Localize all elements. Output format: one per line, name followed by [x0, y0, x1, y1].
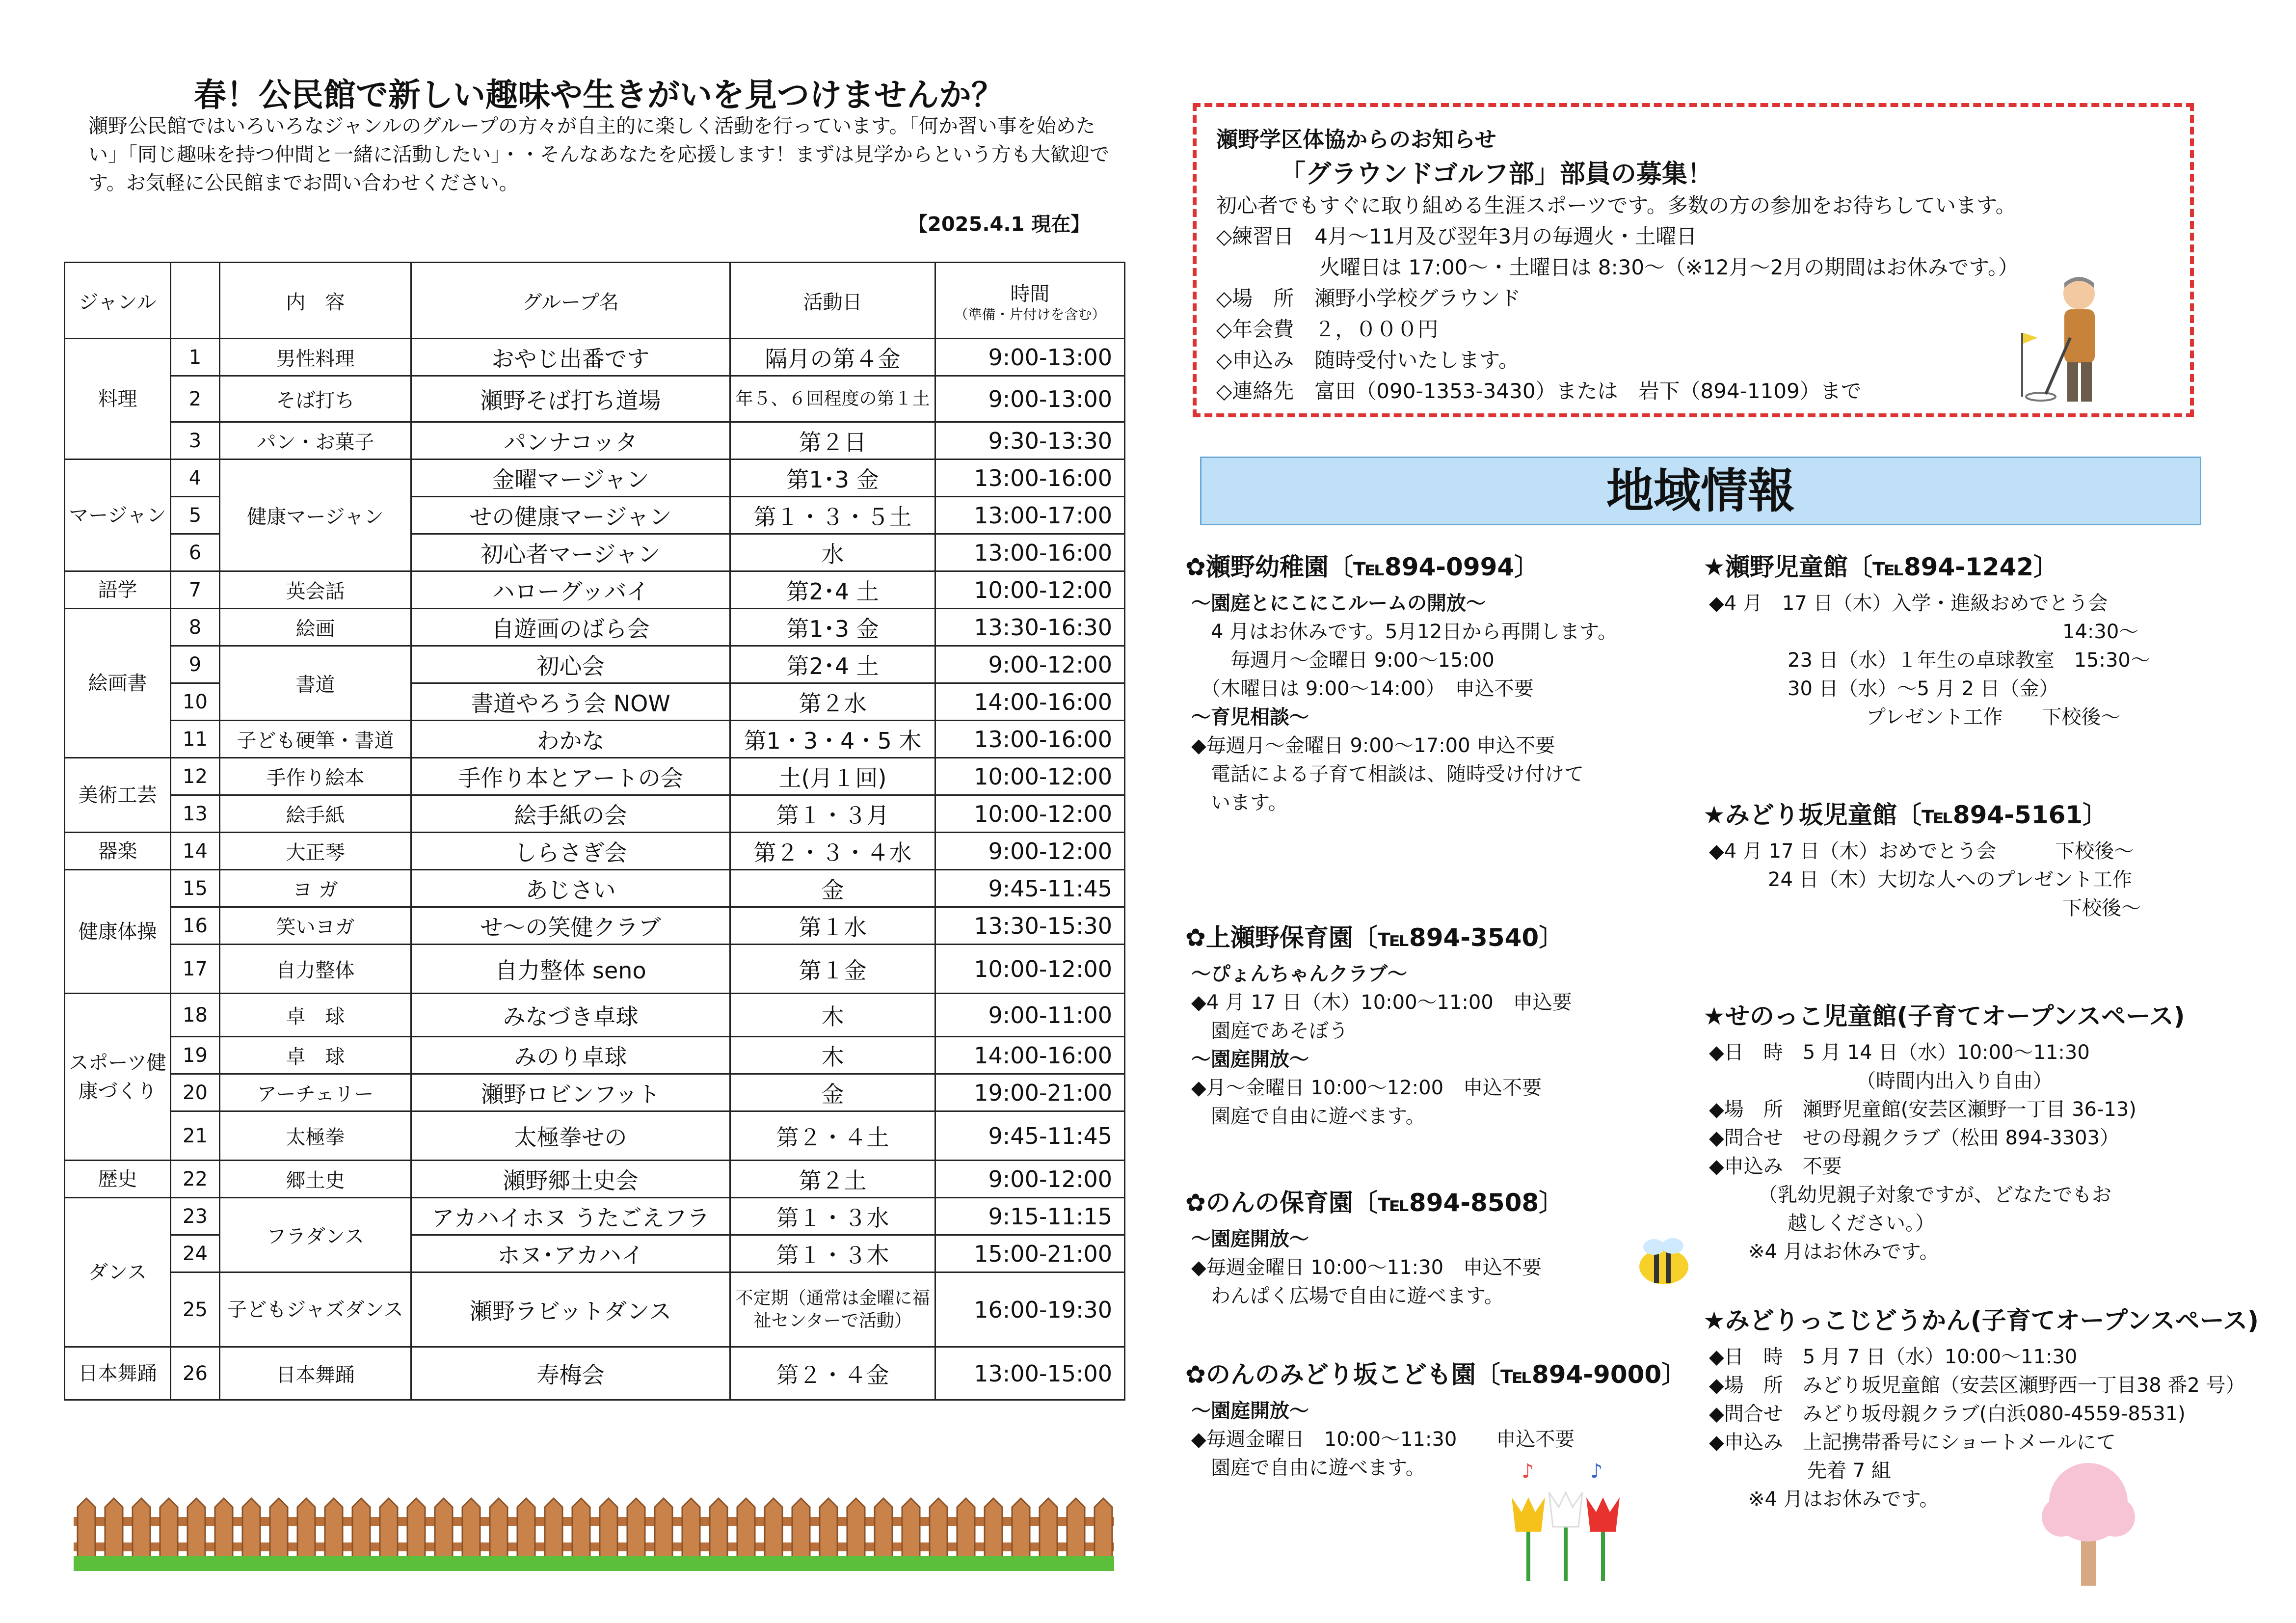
activity-day: 第２・３・４水: [730, 833, 935, 870]
genre-cell: マージャン: [65, 460, 171, 571]
activity-time: 10:00-12:00: [935, 758, 1125, 795]
activity-day: 第２日: [730, 422, 935, 460]
fence-post: [655, 1498, 672, 1561]
group-name: せの健康マージャン: [411, 497, 730, 534]
fence-post: [600, 1498, 617, 1561]
table-row: [65, 609, 1125, 646]
section-line: ～ぴょんちゃんクラブ～: [1191, 963, 1407, 985]
activity-content: 卓 球: [220, 1037, 411, 1074]
header-time: [935, 263, 1125, 339]
page-title: 春！公民館で新しい趣味や生きがいを見つけませんか？: [194, 76, 1004, 114]
activity-content: 手作り絵本: [220, 758, 411, 795]
activity-content: 自力整体: [220, 945, 411, 994]
section-line: ◆問合せ みどり坂母親クラブ(白浜080-4559-8531): [1709, 1403, 2186, 1425]
activity-day: 年５、６回程度の第１土: [730, 376, 935, 422]
fence-post: [1095, 1498, 1112, 1561]
row-number: 10: [171, 683, 220, 721]
table-row: [65, 945, 1125, 994]
genre-cell: ダンス: [65, 1198, 171, 1347]
fence-post: [242, 1498, 260, 1561]
activity-day: 第２土: [730, 1161, 935, 1198]
activity-content: 英会話: [220, 571, 411, 609]
activity-time: 9:00-12:00: [935, 833, 1125, 870]
table-row: [65, 1161, 1125, 1198]
table-row: [65, 795, 1125, 833]
activity-content: そば打ち: [220, 376, 411, 422]
activity-day: 第1･3 金: [730, 609, 935, 646]
activity-time: 10:00-12:00: [935, 795, 1125, 833]
row-number: 7: [171, 571, 220, 609]
fence-post: [105, 1498, 123, 1561]
fence-post: [957, 1498, 975, 1561]
group-name: ホヌ･アカハイ: [411, 1235, 730, 1272]
group-name: あじさい: [411, 870, 730, 907]
table-row: [65, 571, 1125, 609]
group-name: 瀬野郷土史会: [411, 1161, 730, 1198]
activity-content: パン・お菓子: [220, 422, 411, 460]
notice-line: ◇年会費 ２，０００円: [1216, 317, 1439, 341]
section-title: ★みどり坂児童館〔℡894-5161〕: [1703, 801, 2108, 829]
section-line: 30 日（水）～5 月 2 日（金）: [1709, 677, 2059, 700]
row-number: 14: [171, 833, 220, 870]
group-name: 太極拳せの: [411, 1111, 730, 1161]
section-line: （木曜日は 9:00～14:00） 申込不要: [1191, 677, 1534, 700]
genre-cell: 歴史: [65, 1161, 171, 1198]
section-line: ◆4 月 17 日（木）おめでとう会 下校後～: [1709, 840, 2134, 863]
notice-line: ◇連絡先 富田（090-1353-3430）または 岩下（894-1109）まで: [1216, 379, 1862, 403]
section-title: ★みどりっこじどうかん(子育てオープンスペース): [1703, 1306, 2259, 1335]
fence-post: [875, 1498, 892, 1561]
fence-post: [1040, 1498, 1057, 1561]
fence-post: [270, 1498, 288, 1561]
group-name: 書道やろう会 NOW: [411, 683, 730, 721]
section-line: プレゼント工作 下校後～: [1709, 706, 2121, 729]
header-genre: ジャンル: [65, 263, 171, 339]
section-line: 毎週月～金曜日 9:00～15:00: [1191, 649, 1495, 672]
section-line: わんぱく広場で自由に遊べます。: [1191, 1285, 1504, 1307]
activity-content: 男性料理: [220, 339, 411, 376]
activity-time: 10:00-12:00: [935, 945, 1125, 994]
fence-post: [710, 1498, 727, 1561]
section-title: ✿のんのみどり坂こども園〔℡894-9000〕: [1185, 1360, 1686, 1389]
section-line: ◆日 時 5 月 7 日（水）10:00～11:30: [1709, 1346, 2078, 1368]
table-row: [65, 833, 1125, 870]
section-line: ◆日 時 5 月 14 日（水）10:00～11:30: [1709, 1041, 2090, 1064]
activity-time: 9:00-13:00: [935, 376, 1125, 422]
section-line: 23 日（水）１年生の卓球教室 15:30～: [1709, 649, 2150, 672]
header-num: [171, 263, 220, 339]
table-row: [65, 1111, 1125, 1161]
activity-content: 子ども硬筆・書道: [220, 721, 411, 758]
group-name: 瀬野ラビットダンス: [411, 1272, 730, 1347]
fence-post: [737, 1498, 755, 1561]
section-line: 先着 7 組: [1709, 1460, 1891, 1482]
activity-time: 9:00-12:00: [935, 1161, 1125, 1198]
header-group: グループ名: [411, 263, 730, 339]
group-name: わかな: [411, 721, 730, 758]
row-number: 25: [171, 1272, 220, 1347]
group-name: 寿梅会: [411, 1347, 730, 1400]
group-name: パンナコッタ: [411, 422, 730, 460]
activity-time: 9:00-11:00: [935, 994, 1125, 1037]
fence-post: [1067, 1498, 1085, 1561]
activity-day: 第１・３木: [730, 1235, 935, 1272]
section-line: ～育児相談～: [1191, 706, 1309, 729]
activity-day: 木: [730, 1037, 935, 1074]
table-row: [65, 460, 1125, 497]
activity-day: 隔月の第４金: [730, 339, 935, 376]
fence-post: [462, 1498, 480, 1561]
fence-post: [930, 1498, 947, 1561]
group-name: 初心会: [411, 646, 730, 683]
row-number: 1: [171, 339, 220, 376]
activity-content: 絵画: [220, 609, 411, 646]
notice-line: ◇練習日 4月～11月及び翌年3月の毎週火・土曜日: [1216, 224, 1697, 248]
section-line: 園庭で自由に遊べます。: [1191, 1105, 1425, 1128]
row-number: 2: [171, 376, 220, 422]
activity-content: アーチェリー: [220, 1074, 411, 1111]
header-time-sub: （準備・片付けを含む）: [954, 306, 1106, 323]
fence-post: [352, 1498, 370, 1561]
notice-headline: 「グラウンドゴルフ部」部員の募集！: [1280, 160, 1713, 189]
header-time-label: 時間: [1010, 282, 1050, 305]
section-line: 電話による子育て相談は、随時受け付けて: [1191, 763, 1584, 785]
row-number: 23: [171, 1198, 220, 1235]
activity-time: 16:00-19:30: [935, 1272, 1125, 1347]
activity-time: 9:45-11:45: [935, 870, 1125, 907]
row-number: 20: [171, 1074, 220, 1111]
fence-illustration: [74, 1497, 1114, 1571]
activity-content: 大正琴: [220, 833, 411, 870]
fence-post: [133, 1498, 150, 1561]
notice-line: ◇場 所 瀬野小学校グラウンド: [1216, 286, 1521, 310]
activity-time: 13:00-16:00: [935, 460, 1125, 497]
genre-cell: 器楽: [65, 833, 171, 870]
activity-content: 笑いヨガ: [220, 907, 411, 945]
section-line: ※4 月はお休みです。: [1709, 1241, 1939, 1263]
fence-post: [682, 1498, 700, 1561]
activity-time: 14:00-16:00: [935, 683, 1125, 721]
activity-day: 第１・３月: [730, 795, 935, 833]
section-title: ★せのっこ児童館(子育てオープンスペース): [1703, 1002, 2185, 1030]
row-number: 15: [171, 870, 220, 907]
table-row: [65, 907, 1125, 945]
activity-time: 10:00-12:00: [935, 571, 1125, 609]
group-name: アカハイホヌ うたごえフラ: [411, 1198, 730, 1235]
activity-content: 健康マージャン: [220, 460, 411, 571]
section-title: ★瀬野児童館〔℡894-1242〕: [1703, 553, 2058, 581]
section-line: ～園庭とにこにこルームの開放～: [1191, 592, 1486, 615]
row-number: 13: [171, 795, 220, 833]
section-line: ～園庭開放～: [1191, 1228, 1309, 1250]
row-number: 4: [171, 460, 220, 497]
group-name: しらさぎ会: [411, 833, 730, 870]
section-line: ◆場 所 みどり坂児童館（安芸区瀬野西一丁目38 番2 号）: [1709, 1374, 2245, 1397]
fence-post: [297, 1498, 315, 1561]
fence-post: [187, 1498, 205, 1561]
group-name: 自遊画のばら会: [411, 609, 730, 646]
notice-from: 瀬野学区体協からのお知らせ: [1216, 127, 1496, 152]
row-number: 26: [171, 1347, 220, 1400]
section-line: 24 日（木）大切な人へのプレゼント工作: [1709, 868, 2133, 891]
section-line: ～園庭開放～: [1191, 1048, 1309, 1071]
section-line: （時間内出入り自由）: [1709, 1070, 2053, 1092]
cherry-tree-illustration: [2032, 1458, 2145, 1591]
activity-time: 14:00-16:00: [935, 1037, 1125, 1074]
activity-day: 土(月１回): [730, 758, 935, 795]
row-number: 24: [171, 1235, 220, 1272]
notice-line: 火曜日は 17:00～・土曜日は 8:30～（※12月～2月の期間はお休みです。）: [1216, 255, 2019, 279]
table-row: [65, 758, 1125, 795]
group-name: みのり卓球: [411, 1037, 730, 1074]
section-line: 4 月はお休みです。5月12日から再開します。: [1191, 621, 1618, 643]
table-row: [65, 1347, 1125, 1400]
section-line: ◆毎週月～金曜日 9:00～17:00 申込不要: [1191, 734, 1555, 757]
table-row: [65, 1198, 1125, 1235]
fence-post: [1012, 1498, 1030, 1561]
svg-text:♪: ♪: [1590, 1460, 1603, 1483]
activity-time: 13:30-16:30: [935, 609, 1125, 646]
fence-post: [160, 1498, 178, 1561]
fence-post: [985, 1498, 1002, 1561]
group-table: [64, 262, 1125, 1401]
activity-day: 第１金: [730, 945, 935, 994]
table-row: [65, 870, 1125, 907]
genre-cell: 健康体操: [65, 870, 171, 994]
genre-cell: スポーツ健康づくり: [65, 994, 171, 1161]
section-line: ◆4 月 17 日（木）10:00～11:00 申込要: [1191, 991, 1572, 1014]
activity-day: 第1・3・4・5 木: [730, 721, 935, 758]
fence-post: [627, 1498, 645, 1561]
activity-content: 郷土史: [220, 1161, 411, 1198]
activity-day: 水: [730, 534, 935, 571]
group-name: 絵手紙の会: [411, 795, 730, 833]
fence-post: [490, 1498, 507, 1561]
row-number: 9: [171, 646, 220, 683]
fence-post: [517, 1498, 535, 1561]
activity-time: 9:15-11:15: [935, 1198, 1125, 1235]
section-line: います。: [1191, 791, 1288, 814]
group-name: みなづき卓球: [411, 994, 730, 1037]
activity-time: 9:00-12:00: [935, 646, 1125, 683]
activity-day: 第1･3 金: [730, 460, 935, 497]
table-row: [65, 1272, 1125, 1347]
section-line: ◆場 所 瀬野児童館(安芸区瀬野一丁目 36-13): [1709, 1098, 2136, 1121]
group-name: 瀬野ロビンフット: [411, 1074, 730, 1111]
fence-post: [545, 1498, 562, 1561]
fence-post: [820, 1498, 837, 1561]
activity-time: 9:30-13:30: [935, 422, 1125, 460]
fence-post: [325, 1498, 343, 1561]
activity-content: 卓 球: [220, 994, 411, 1037]
table-row: [65, 721, 1125, 758]
section-line: ◆4 月 17 日（木）入学・進級おめでとう会: [1709, 592, 2108, 615]
row-number: 6: [171, 534, 220, 571]
activity-time: 9:00-13:00: [935, 339, 1125, 376]
area-info-header: 地域情報: [1200, 457, 2201, 525]
section-line: ◆申込み 不要: [1709, 1155, 1842, 1178]
activity-day: 不定期（通常は金曜に福祉センターで活動）: [730, 1272, 935, 1347]
section-line: ◆毎週金曜日 10:00～11:30 申込不要: [1191, 1256, 1542, 1279]
genre-cell: 日本舞踊: [65, 1347, 171, 1400]
row-number: 19: [171, 1037, 220, 1074]
section-line: （乳幼児親子対象ですが、どなたでもお: [1709, 1184, 2111, 1206]
group-name: 初心者マージャン: [411, 534, 730, 571]
activity-day: 木: [730, 994, 935, 1037]
fence-post: [435, 1498, 453, 1561]
table-header-row: [65, 263, 1125, 339]
activity-day: 金: [730, 1074, 935, 1111]
section-line: 14:30～: [1709, 621, 2139, 643]
activity-time: 13:00-16:00: [935, 721, 1125, 758]
activity-time: 15:00-21:00: [935, 1235, 1125, 1272]
table-row: [65, 1037, 1125, 1074]
bee-illustration: [1629, 1232, 1698, 1291]
row-number: 12: [171, 758, 220, 795]
section-title: ✿瀬野幼稚園〔℡894-0994〕: [1185, 553, 1539, 581]
table-row: [65, 376, 1125, 422]
genre-cell: 絵画書: [65, 609, 171, 758]
intro-text: 瀬野公民館ではいろいろなジャンルのグループの方々が自主的に楽しく活動を行っています。「何か習い事を始めたい」「同じ趣味を持つ仲間と一緒に活動したい」・・そんなあなたを応援します！まずは見学からという方も大歓迎です。お気軽に公民館までお問い合わせください。: [88, 115, 1109, 194]
row-number: 21: [171, 1111, 220, 1161]
activity-content: 絵手紙: [220, 795, 411, 833]
section-line: ◆申込み 上記携帯番号にショートメールにて: [1709, 1431, 2116, 1454]
activity-time: 13:00-17:00: [935, 497, 1125, 534]
group-name: 自力整体 seno: [411, 945, 730, 994]
fence-post: [78, 1498, 95, 1561]
svg-text:♪: ♪: [1522, 1460, 1534, 1483]
genre-cell: 料理: [65, 339, 171, 460]
activity-time: 19:00-21:00: [935, 1074, 1125, 1111]
fence-post: [572, 1498, 590, 1561]
activity-day: 第１水: [730, 907, 935, 945]
section-title: ✿上瀬野保育園〔℡894-3540〕: [1185, 923, 1564, 952]
activity-content: ヨ ガ: [220, 870, 411, 907]
activity-time: 13:30-15:30: [935, 907, 1125, 945]
activity-day: 第２・４金: [730, 1347, 935, 1400]
group-name: ハローグッバイ: [411, 571, 730, 609]
section-title: ✿のんの保育園〔℡894-8508〕: [1185, 1189, 1564, 1217]
table-row: [65, 422, 1125, 460]
header-day: 活動日: [730, 263, 935, 339]
activity-content: 太極拳: [220, 1111, 411, 1161]
section-line: ～園庭開放～: [1191, 1400, 1309, 1422]
fence-post: [792, 1498, 810, 1561]
row-number: 16: [171, 907, 220, 945]
activity-content: 書道: [220, 646, 411, 721]
group-name: 手作り本とアートの会: [411, 758, 730, 795]
table-row: [65, 994, 1125, 1037]
activity-time: 13:00-16:00: [935, 534, 1125, 571]
group-name: せ～の笑健クラブ: [411, 907, 730, 945]
genre-cell: 語学: [65, 571, 171, 609]
section-line: ◆問合せ せの母親クラブ（松田 894-3303）: [1709, 1127, 2120, 1149]
table-row: [65, 646, 1125, 683]
table-row: [65, 339, 1125, 376]
group-name: 金曜マージャン: [411, 460, 730, 497]
row-number: 18: [171, 994, 220, 1037]
activity-day: 第２水: [730, 683, 935, 721]
fence-post: [902, 1498, 920, 1561]
row-number: 3: [171, 422, 220, 460]
as-of-date: 【2025.4.1 現在】: [908, 213, 1091, 236]
row-number: 8: [171, 609, 220, 646]
fence-post: [215, 1498, 233, 1561]
fence-post: [380, 1498, 398, 1561]
activity-day: 第１・３水: [730, 1198, 935, 1235]
header-content: 内 容: [220, 263, 411, 339]
activity-day: 第２・４土: [730, 1111, 935, 1161]
notice-line: ◇申込み 随時受付いたします。: [1216, 348, 1519, 372]
row-number: 22: [171, 1161, 220, 1198]
table-row: [65, 1074, 1125, 1111]
section-line: 園庭で自由に遊べます。: [1191, 1457, 1425, 1479]
section-line: 園庭であそぼう: [1191, 1020, 1348, 1042]
genre-cell: 美術工芸: [65, 758, 171, 833]
activity-day: 第１・３・５土: [730, 497, 935, 534]
fence-post: [765, 1498, 782, 1561]
tulips-illustration: [1492, 1458, 1639, 1586]
row-number: 17: [171, 945, 220, 994]
activity-content: 子どもジャズダンス: [220, 1272, 411, 1347]
activity-day: 金: [730, 870, 935, 907]
group-name: 瀬野そば打ち道場: [411, 376, 730, 422]
activity-day: 第2･4 土: [730, 646, 935, 683]
group-name: おやじ出番です: [411, 339, 730, 376]
activity-day: 第2･4 土: [730, 571, 935, 609]
golfer-illustration: [2021, 264, 2119, 411]
activity-content: フラダンス: [220, 1198, 411, 1272]
fence-post: [407, 1498, 425, 1561]
section-line: ◆毎週金曜日 10:00～11:30 申込不要: [1191, 1428, 1575, 1451]
section-line: 越しください。）: [1709, 1212, 1935, 1235]
section-line: 下校後～: [1709, 897, 2141, 920]
section-line: ※4 月はお休みです。: [1709, 1488, 1939, 1511]
activity-time: 13:00-15:00: [935, 1347, 1125, 1400]
section-line: ◆月～金曜日 10:00～12:00 申込不要: [1191, 1077, 1542, 1099]
row-number: 5: [171, 497, 220, 534]
activity-time: 9:45-11:45: [935, 1111, 1125, 1161]
row-number: 11: [171, 721, 220, 758]
notice-line: 初心者でもすぐに取り組める生涯スポーツです。多数の方の参加をお待ちしています。: [1216, 193, 2016, 217]
activity-content: 日本舞踊: [220, 1347, 411, 1400]
fence-post: [847, 1498, 865, 1561]
golf-notice-box: [1193, 103, 2194, 417]
